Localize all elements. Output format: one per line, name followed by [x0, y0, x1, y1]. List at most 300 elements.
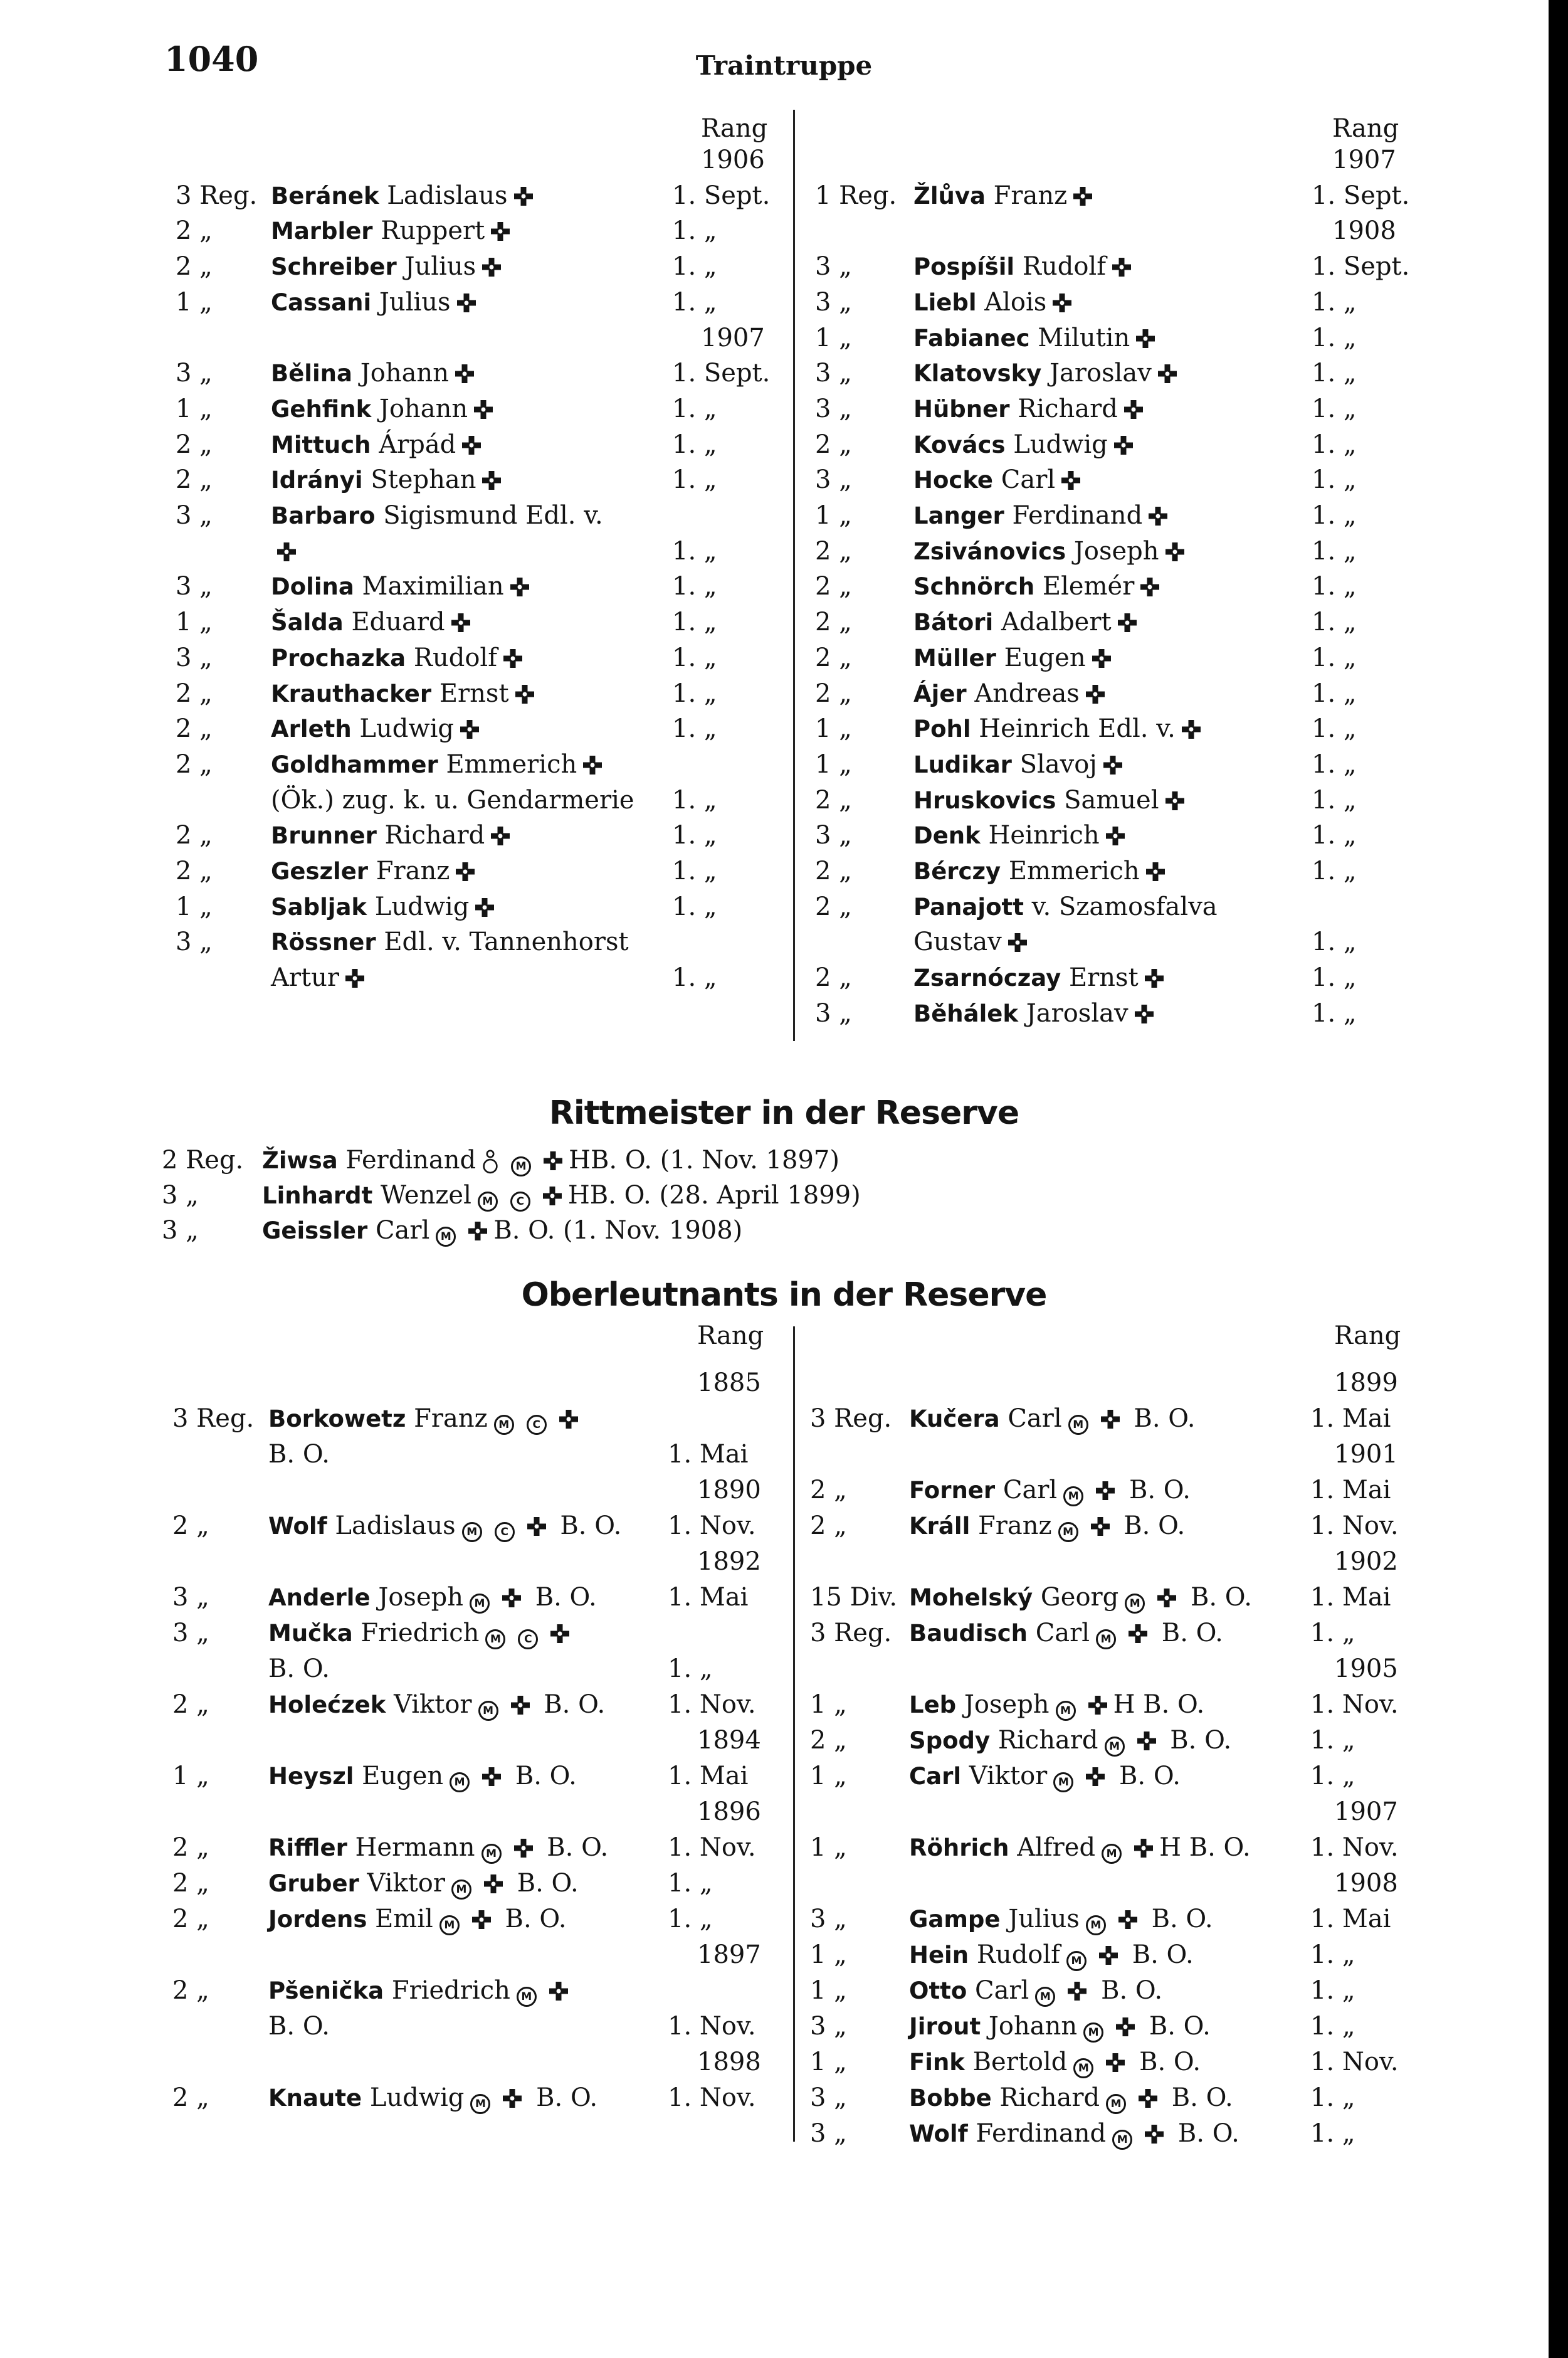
merit-medal-icon: M [451, 1880, 471, 1900]
unit-text: 2 „ [176, 465, 213, 495]
rank-text: 1. „ [672, 572, 717, 601]
given-name: Gustav [913, 928, 1002, 957]
rank-text: 1. „ [1312, 928, 1357, 957]
rank-year [701, 325, 765, 351]
rank-date [672, 894, 717, 919]
register-entry [271, 287, 482, 317]
unit-label [176, 749, 213, 779]
given-name: B. O. [268, 1440, 330, 1469]
year-text: 1907 [1334, 1797, 1398, 1826]
unit-text: 1 „ [815, 323, 852, 352]
rank-year [697, 1728, 761, 1753]
unit-text: 15 Div. [810, 1583, 898, 1612]
unit-text: 3 Reg. [810, 1619, 892, 1647]
rank-date [668, 1585, 748, 1610]
rank-text: 1. Mai [1310, 1905, 1391, 1933]
rank-text: 1. „ [1312, 430, 1357, 459]
decoration-text: B. O. (1. Nov. 1908) [493, 1216, 743, 1245]
rank-text: 1. „ [1310, 1726, 1355, 1755]
surname: Bátori [913, 609, 994, 637]
unit-label [176, 823, 213, 848]
unit-label [810, 1835, 847, 1860]
cross-icon [1145, 2125, 1164, 2144]
register-entry [913, 928, 1033, 957]
surname: Šalda [271, 609, 344, 637]
unit-text: 2 „ [176, 857, 213, 886]
register-entry [271, 928, 629, 957]
given-name: Franz [414, 1404, 488, 1433]
rank-text: 1. „ [1312, 394, 1357, 423]
unit-text: 1 „ [815, 501, 852, 530]
rank-text: 1. „ [1312, 287, 1357, 317]
given-name: Friedrich [391, 1976, 510, 2005]
given-name: Franz [977, 1511, 1052, 1540]
surname: Mittuch [271, 431, 371, 458]
cross-icon [1149, 507, 1167, 526]
register-entry [268, 1978, 574, 2007]
unit-text: 3 „ [815, 394, 852, 423]
decoration-text: B. O. [1149, 2012, 1211, 2041]
rang-label [697, 1323, 764, 1348]
given-name: Franz [376, 857, 450, 886]
rang-label-text: Rang [701, 114, 768, 143]
unit-label [815, 610, 852, 635]
decoration-text: B. O. [544, 1690, 606, 1719]
given-name: Emmerich [446, 749, 577, 779]
cross-icon [1124, 400, 1143, 419]
rank-date [672, 536, 717, 566]
rank-date [668, 1513, 756, 1538]
unit-text: 1 „ [176, 287, 213, 317]
unit-label [810, 1478, 847, 1503]
cross-icon [514, 187, 533, 206]
unit-label [815, 894, 852, 919]
register-entry [913, 749, 1129, 779]
surname: Wolf [268, 1513, 327, 1540]
unit-label [815, 681, 852, 706]
unit-label [172, 1871, 209, 1896]
register-entry [271, 823, 516, 848]
surname: Panajott [913, 893, 1024, 921]
rank-text: 1. „ [668, 1905, 713, 1933]
given-name: Adalbert [1001, 608, 1112, 637]
year-text: 1899 [1334, 1368, 1398, 1397]
register-entry [909, 1478, 1191, 1506]
unit-text: 1 „ [176, 892, 213, 921]
unit-label [172, 1763, 209, 1789]
given-name: v. Szamosfalva [1031, 892, 1218, 921]
rank-date [1310, 1692, 1399, 1717]
register-entry [909, 1942, 1194, 1971]
year-text: 1906 [701, 145, 765, 174]
unit-label [810, 1763, 847, 1789]
cross-icon [451, 613, 470, 632]
register-entry [271, 503, 603, 528]
merit-medal-icon: M [1125, 1594, 1145, 1614]
register-entry [262, 1148, 839, 1176]
rank-text: 1. „ [1312, 643, 1357, 672]
rank-text: 1. Mai [1310, 1404, 1391, 1433]
unit-text: 1 „ [810, 2048, 847, 2076]
rank-date [672, 252, 717, 282]
given-name: Heinrich Edl. v. [979, 714, 1176, 744]
merit-medal-icon: M [1096, 1629, 1116, 1649]
unit-text: 3 „ [815, 287, 852, 317]
rank-date [1310, 2085, 1355, 2110]
rank-date [668, 1906, 713, 1932]
unit-label [810, 2121, 847, 2146]
unit-text: 2 „ [810, 1511, 847, 1540]
merit-medal-icon: M [439, 1915, 460, 1935]
rank-text: 1. „ [672, 216, 717, 246]
rank-date [1312, 287, 1357, 317]
unit-text: 3 „ [815, 821, 852, 850]
unit-label [162, 1183, 199, 1208]
register-entry [909, 1906, 1213, 1935]
cross-icon [1134, 1839, 1153, 1858]
unit-text: 2 „ [172, 1869, 209, 1898]
surname: Gehfink [271, 395, 372, 423]
cross-icon [583, 756, 602, 775]
surname: Goldhammer [271, 751, 438, 778]
cross-icon [1112, 258, 1131, 277]
register-entry [268, 1835, 608, 1864]
year-text: 1908 [1334, 1869, 1398, 1898]
unit-label [815, 574, 852, 599]
merit-medal-icon: M [1066, 1951, 1087, 1971]
register-entry [271, 252, 507, 282]
given-name: Sigismund Edl. v. [383, 501, 603, 530]
rank-date [1310, 1835, 1399, 1860]
register-entry [913, 503, 1174, 528]
register-entry [271, 432, 487, 457]
unit-text: 2 „ [176, 821, 213, 850]
rank-text: 1. „ [1312, 501, 1357, 530]
given-name: Hermann [355, 1833, 475, 1862]
surname: Hein [909, 1942, 969, 1969]
decoration-text: B. O. [517, 1869, 579, 1898]
given-name: Stephan [371, 465, 476, 495]
register-entry [268, 2014, 330, 2039]
unit-label [176, 287, 213, 317]
rank-date [1312, 681, 1357, 706]
unit-label [172, 1906, 209, 1932]
year-text: 1896 [697, 1797, 761, 1826]
rank-text: 1. „ [1312, 323, 1357, 352]
rank-date [1312, 503, 1357, 528]
given-name: Rudolf [1022, 252, 1107, 282]
given-name: Johann [379, 394, 468, 423]
surname: Dolina [271, 573, 354, 601]
surname: Mohelský [909, 1584, 1033, 1611]
merit-medal-icon: M [1073, 2058, 1093, 2078]
rang-label [701, 116, 767, 141]
merit-medal-icon: M [1056, 1701, 1076, 1721]
cross-icon [482, 471, 501, 490]
rank-year [697, 1799, 761, 1824]
unit-text: 3 „ [162, 1181, 199, 1210]
rank-text: 1. „ [1312, 821, 1357, 850]
unit-text: 2 „ [815, 572, 852, 601]
cross-icon [1086, 1767, 1105, 1786]
cross-icon [503, 649, 522, 668]
surname: Hruskovics [913, 786, 1056, 814]
cross-icon [491, 222, 510, 241]
register-entry [913, 714, 1207, 744]
given-name: Ernst [1068, 963, 1139, 993]
unit-text: 2 „ [815, 857, 852, 886]
cross-icon [549, 1982, 568, 2001]
year-text: 1907 [701, 323, 765, 352]
surname: Wolf [909, 2120, 968, 2147]
rank-date [1312, 963, 1357, 993]
unit-text: 2 „ [815, 785, 852, 815]
year-text: 1901 [1334, 1440, 1398, 1469]
surname: Běhálek [913, 1000, 1018, 1027]
page-header: Traintruppe [695, 50, 873, 81]
surname: Fink [909, 2049, 965, 2076]
cross-icon [277, 542, 296, 561]
unit-label [172, 1620, 209, 1646]
surname: Arleth [271, 716, 352, 743]
register-entry [913, 432, 1139, 457]
year-text: 1890 [697, 1476, 761, 1504]
surname: Langer [913, 502, 1004, 529]
given-name: Emil [375, 1905, 433, 1933]
cross-icon [1101, 1410, 1120, 1429]
decoration-text: B. O. (1. Nov. 1897) [591, 1146, 839, 1175]
rank-year [1332, 216, 1396, 246]
unit-text: 3 „ [815, 465, 852, 495]
rank-text: 1. Mai [1310, 1476, 1391, 1504]
register-entry [271, 645, 529, 670]
given-name: (Ök.) zug. k. u. Gendarmerie [271, 785, 634, 815]
surname: Bělina [271, 360, 352, 388]
given-name: Carl [1001, 465, 1056, 495]
given-name: Joseph [964, 1690, 1050, 1719]
register-entry [271, 681, 540, 706]
unit-label [176, 361, 213, 386]
cross-icon [511, 1696, 530, 1715]
rank-date [1310, 1513, 1399, 1538]
swords-mark: H [1159, 1833, 1181, 1862]
decoration-text: B. O. [1190, 1583, 1252, 1612]
unit-text: 3 „ [810, 2083, 847, 2112]
unit-label [162, 1218, 199, 1243]
given-name: Ferdinand [1012, 501, 1143, 530]
rank-date [1312, 536, 1357, 566]
register-entry [262, 1218, 742, 1247]
cross-icon [1118, 1910, 1137, 1929]
given-name: Richard [997, 1726, 1098, 1755]
cross-icon [1061, 471, 1080, 490]
unit-text: 3 „ [172, 1619, 209, 1647]
surname: Hocke [913, 467, 994, 494]
register-entry [913, 536, 1191, 566]
given-name: Carl [375, 1216, 430, 1245]
surname: Pospíšil [913, 253, 1015, 281]
given-name: Eugen [1004, 643, 1086, 672]
rank-date [1312, 610, 1357, 635]
cross-icon [527, 1517, 546, 1536]
given-name: Ladislaus [335, 1511, 456, 1540]
rank-text: 1. Sept. [672, 359, 771, 388]
rank-date [672, 432, 717, 457]
cross-icon [1088, 1696, 1107, 1715]
given-name: Ladislaus [387, 181, 508, 210]
register-entry [268, 1513, 621, 1542]
unit-label [815, 252, 852, 282]
rank-date [1312, 823, 1357, 848]
given-name: Emmerich [1008, 857, 1140, 886]
crown-medal-icon: C [510, 1192, 530, 1212]
column-rule-bottom [793, 1326, 795, 2142]
given-name: Carl [1035, 1619, 1090, 1647]
register-entry [268, 1763, 577, 1792]
unit-label [815, 998, 852, 1028]
register-entry [271, 785, 634, 815]
year-text: 1892 [697, 1547, 761, 1576]
cross-icon [514, 1839, 533, 1858]
surname: Otto [909, 1977, 967, 2004]
unit-label [810, 1406, 892, 1431]
given-name: Carl [974, 1976, 1029, 2005]
rank-text: 1. „ [672, 287, 717, 317]
cross-icon [1086, 685, 1105, 704]
register-entry [268, 1692, 605, 1721]
decoration-text: B. O. [505, 1905, 567, 1933]
surname: Gampe [909, 1906, 1001, 1933]
decoration-text: B. O. [1119, 1762, 1181, 1790]
unit-label [810, 1728, 847, 1753]
crown-medal-icon: C [518, 1629, 538, 1649]
cross-icon [543, 1187, 562, 1205]
decoration-text: B. O. [1189, 1833, 1251, 1862]
cross-icon [1091, 1517, 1110, 1536]
unit-label [810, 1692, 847, 1717]
surname: Fabianec [913, 324, 1030, 352]
unit-text: 3 „ [815, 252, 852, 282]
cross-icon [345, 969, 364, 988]
register-entry [913, 894, 1218, 919]
rank-text: 1. Nov. [1310, 1511, 1399, 1540]
rank-text: 1. „ [1312, 679, 1357, 708]
cross-icon [1103, 756, 1122, 775]
unit-text: 2 „ [172, 1511, 209, 1540]
given-name: Carl [1008, 1404, 1062, 1433]
rang-label-text: Rang [1332, 114, 1399, 143]
section-title-oberleutnants: Oberleutnants in der Reserve [521, 1276, 1047, 1314]
cross-icon [456, 862, 475, 881]
register-entry [268, 1906, 567, 1935]
rank-text: 1. „ [1310, 2012, 1355, 2041]
unit-text: 3 „ [810, 1905, 847, 1933]
register-entry [913, 645, 1117, 670]
cross-icon [468, 1222, 487, 1240]
register-entry [913, 823, 1131, 848]
cross-icon [1073, 187, 1092, 206]
rank-year [701, 147, 765, 172]
merit-medal-icon: M [511, 1156, 531, 1176]
given-name: Viktor [394, 1690, 472, 1719]
surname: Pohl [913, 716, 971, 743]
register-entry [909, 2014, 1211, 2043]
rank-date [1312, 574, 1357, 599]
decoration-text: B. O. [547, 1833, 609, 1862]
register-entry [909, 1978, 1162, 2007]
register-entry [909, 2049, 1201, 2078]
rank-date [668, 1442, 748, 1467]
cross-icon [475, 898, 494, 917]
cross-icon [1118, 613, 1137, 632]
unit-text: 3 „ [810, 2119, 847, 2148]
rank-text: 1. Sept. [1312, 181, 1410, 210]
given-name: Ernst [439, 679, 509, 708]
rank-text: 1. „ [672, 394, 717, 423]
surname: Schnörch [913, 573, 1035, 601]
column-rule-top [793, 110, 795, 1041]
rank-text: 1. „ [672, 643, 717, 672]
given-name: Viktor [969, 1762, 1048, 1790]
scan-edge [1549, 0, 1568, 2358]
cross-icon [1136, 329, 1155, 348]
cross-icon [484, 1874, 503, 1893]
unit-text: 1 „ [176, 608, 213, 637]
decoration-text: B. O. [1123, 1511, 1186, 1540]
merit-medal-icon: M [450, 1772, 470, 1792]
rank-date [668, 2085, 756, 2110]
unit-text: 2 „ [810, 1476, 847, 1504]
unit-label [815, 503, 852, 528]
cross-icon [460, 720, 479, 739]
cross-icon [491, 827, 510, 845]
unit-label [815, 714, 852, 744]
rank-date [672, 361, 770, 386]
unit-label [815, 536, 852, 566]
surname: Jordens [268, 1906, 367, 1933]
given-name: Slavoj [1019, 749, 1097, 779]
rank-year [1334, 1549, 1398, 1574]
rank-text: 1. „ [672, 536, 717, 566]
given-name: Wenzel [381, 1181, 471, 1210]
rank-date [1312, 325, 1357, 351]
rank-date [672, 610, 717, 635]
rank-text: 1. Sept. [1312, 252, 1410, 282]
given-name: Artur [271, 963, 339, 993]
unit-text: 2 „ [176, 714, 213, 744]
merit-medal-icon: M [485, 1629, 505, 1649]
rank-text: 1. Mai [668, 1583, 749, 1612]
given-name: Richard [999, 2083, 1100, 2112]
merit-medal-icon: M [1068, 1415, 1088, 1435]
rank-date [672, 785, 717, 815]
given-name: Heinrich [988, 821, 1100, 850]
merit-medal-icon: M [470, 2094, 490, 2114]
merit-medal-icon: M [1063, 1486, 1083, 1506]
year-text: 1902 [1334, 1547, 1398, 1576]
given-name: Rudolf [976, 1940, 1060, 1969]
rank-date [672, 396, 717, 421]
surname: Mučka [268, 1620, 353, 1647]
unit-label [176, 894, 213, 919]
unit-text: 1 „ [815, 749, 852, 779]
cross-icon [482, 258, 501, 277]
unit-label [176, 465, 213, 495]
rank-date [672, 714, 717, 744]
given-name: Ludwig [1013, 430, 1108, 459]
rank-date [672, 963, 717, 993]
rang-label-text: Rang [1334, 1321, 1401, 1350]
